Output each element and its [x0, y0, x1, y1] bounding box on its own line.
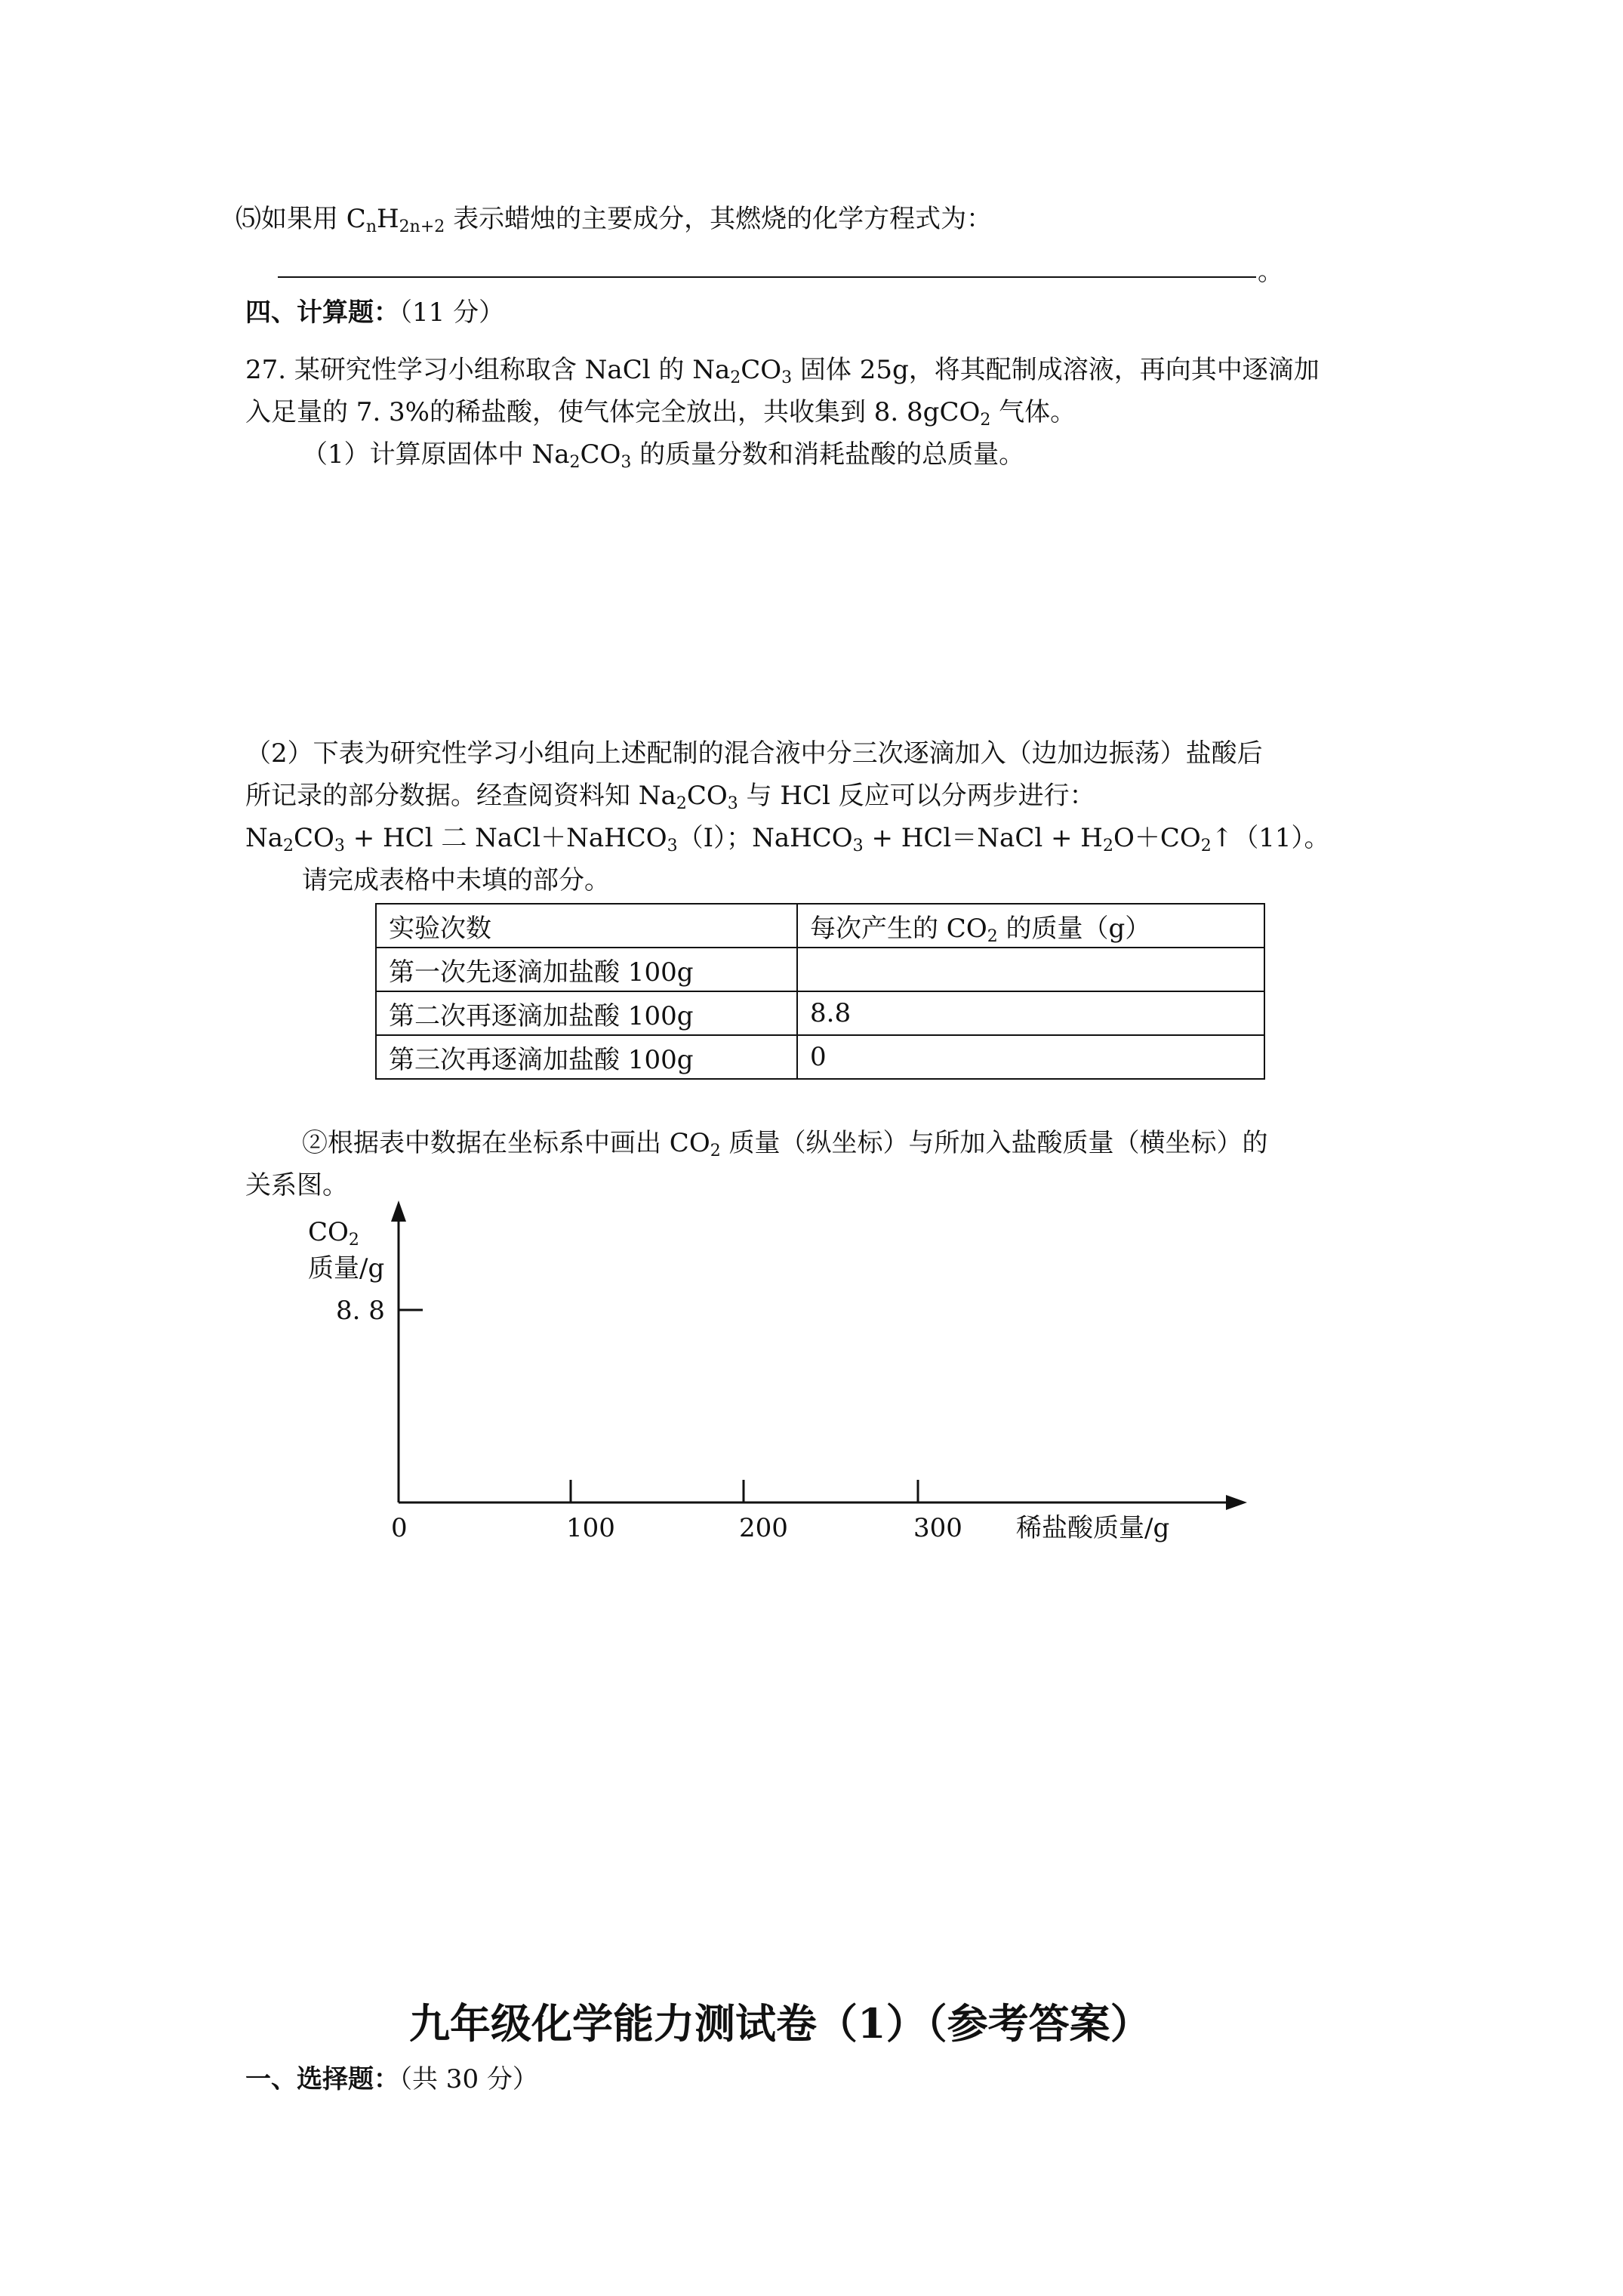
- x-axis-label: 稀盐酸质量/g: [1016, 1513, 1170, 1543]
- reaction-equation: $Na_2CO_3$ + HCl 二 NaCl＋NaHCO$_3$（I）；NaHCO$_3$ + HCl＝NaCl + $H_2O+CO_2↑(11)$。: [245, 823, 1330, 855]
- q26-part5-end-mark: 。: [1258, 257, 1283, 287]
- table-cell: 8.8: [797, 991, 1264, 1035]
- table-header-cell: 每次产生的 $CO_2$ 的质量（g）: [797, 904, 1264, 948]
- table-cell: 0: [797, 1035, 1264, 1079]
- q27-part2-line-1: （2）下表为研究性学习小组向上述配制的混合液中分三次逐滴加入（边加边振荡）盐酸后: [245, 738, 1263, 769]
- y-axis-label-line-2: 质量/g: [308, 1253, 385, 1284]
- q27-line-2: 入足量的 7. 3%的稀盐酸，使气体完全放出，共收集到 8. 8gCO$_2$ 气体。: [245, 397, 1076, 430]
- y-tick-label: 8. 8: [336, 1296, 385, 1326]
- graph-instruction-line-1: ②根据表中数据在坐标系中画出 $CO_2$ 质量（纵坐标）与所加入盐酸质量（横坐标）的: [302, 1128, 1268, 1160]
- answer-section-heading: 一、选择题：（共 30 分）: [245, 2064, 538, 2094]
- q27-part2-line-2: 所记录的部分数据。经查阅资料知 $Na_2CO_3$ 与 HCl 反应可以分两步进行：: [245, 781, 1095, 813]
- x-tick-label: 200: [739, 1513, 788, 1543]
- table-cell: 第二次再逐滴加盐酸 100g: [376, 991, 797, 1035]
- x-tick-label: 0: [391, 1513, 408, 1543]
- x-tick-label: 100: [566, 1513, 615, 1543]
- table-intro: 请完成表格中未填的部分。: [302, 865, 610, 895]
- table-header-cell: 实验次数: [376, 904, 797, 948]
- section-heading-calculation: 四、计算题：（11 分）: [245, 297, 505, 328]
- q27-line-1: 27. 某研究性学习小组称取含 NaCl 的 $Na_2CO_3$ 固体 25g，将其配制成溶液，再向其中逐滴加: [245, 355, 1320, 387]
- x-tick-label: 300: [913, 1513, 962, 1543]
- graph-instruction-line-2: 关系图。: [245, 1170, 348, 1200]
- y-axis-arrow-icon: [391, 1200, 406, 1222]
- answer-key-title: 九年级化学能力测试卷（1）（参考答案）: [409, 1999, 1151, 2048]
- y-axis-label-line-1: $CO_2$: [308, 1217, 359, 1250]
- table-cell: 第三次再逐滴加盐酸 100g: [376, 1035, 797, 1079]
- x-axis-arrow-icon: [1226, 1495, 1247, 1510]
- q26-part5-text: ⑸如果用 $C_nH_{2n+2}$ 表示蜡烛的主要成分，其燃烧的化学方程式为：: [236, 204, 993, 236]
- q27-part1: （1）计算原固体中 $Na_2CO_3$ 的质量分数和消耗盐酸的总质量。: [302, 439, 1025, 472]
- table-cell: 第一次先逐滴加盐酸 100g: [376, 948, 797, 991]
